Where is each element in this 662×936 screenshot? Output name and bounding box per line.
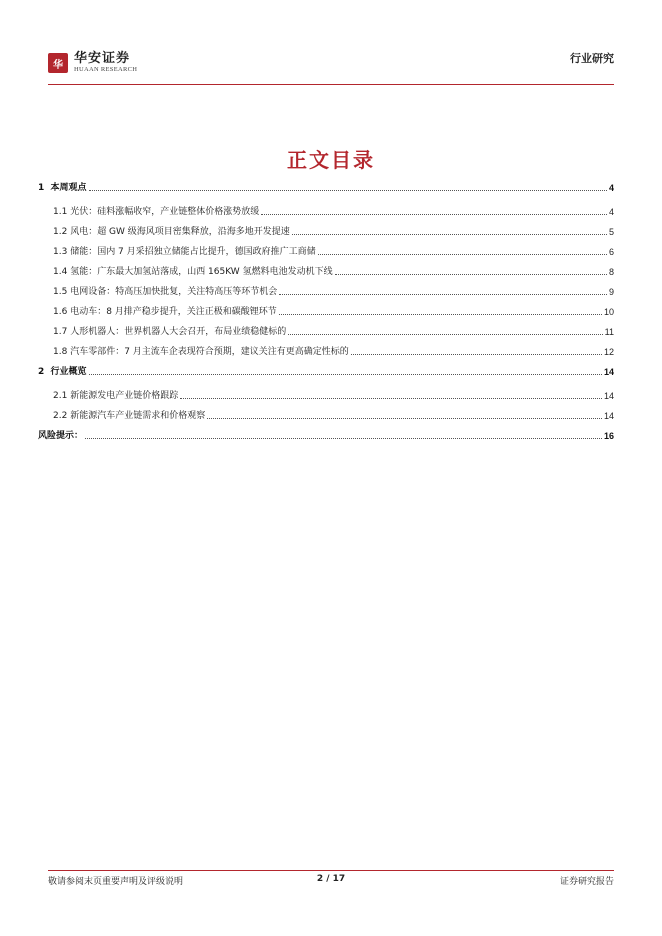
toc-entry-title: 本周观点 bbox=[50, 183, 87, 193]
toc-leader-dots bbox=[318, 253, 607, 255]
toc-entry-title: 新能源发电产业链价格跟踪 bbox=[70, 391, 179, 401]
logo-seal-icon: 华 bbox=[48, 53, 68, 73]
toc-entry-page: 14 bbox=[603, 367, 614, 377]
toc-entry-title: 行业概览 bbox=[50, 367, 87, 377]
toc-entry-number: 1 bbox=[38, 183, 51, 193]
toc-entry[interactable] bbox=[38, 180, 614, 194]
toc-entry-page: 9 bbox=[608, 287, 614, 297]
toc-leader-dots bbox=[89, 373, 602, 375]
company-logo bbox=[48, 52, 137, 74]
toc-entry-page: 12 bbox=[603, 347, 614, 357]
toc-entry-number: 2 bbox=[38, 367, 51, 377]
toc-leader-dots bbox=[207, 417, 602, 419]
page-header bbox=[48, 50, 614, 84]
toc-entry-number: 1.8 bbox=[53, 347, 71, 357]
toc-entry-number: 1.1 bbox=[53, 207, 71, 217]
logo-name: 华安证券 bbox=[74, 51, 131, 66]
toc-entry-number: 1.2 bbox=[53, 227, 71, 237]
toc-entry-page: 16 bbox=[603, 431, 614, 441]
toc-leader-dots bbox=[335, 273, 607, 275]
toc-entry-number: 1.6 bbox=[53, 307, 71, 317]
toc-entry-title: 风电：超 GW 级海风项目密集释放，沿海多地开发提速 bbox=[70, 227, 290, 237]
toc-entry-title: 光伏：硅料涨幅收窄，产业链整体价格涨势放缓 bbox=[70, 207, 260, 217]
toc-entry-page: 11 bbox=[604, 327, 614, 337]
toc-leader-dots bbox=[279, 293, 607, 295]
toc-entry-title: 储能：国内 7 月采招独立储能占比提升，德国政府推广工商储 bbox=[70, 247, 316, 257]
toc-leader-dots bbox=[261, 213, 607, 215]
toc-entry-page: 4 bbox=[608, 207, 614, 217]
toc-entry-title: 新能源汽车产业链需求和价格观察 bbox=[70, 411, 206, 421]
toc-entry-number: 1.3 bbox=[53, 247, 71, 257]
toc-entry-page: 8 bbox=[608, 267, 614, 277]
toc-leader-dots bbox=[351, 353, 602, 355]
toc-entry[interactable] bbox=[38, 244, 614, 258]
footer-divider bbox=[48, 870, 614, 871]
toc-leader-dots bbox=[288, 333, 602, 335]
toc-title: 正文目录 bbox=[287, 148, 375, 172]
toc-entry-number: 1.5 bbox=[53, 287, 71, 297]
toc-entry-page: 10 bbox=[603, 307, 614, 317]
toc-entry[interactable] bbox=[38, 408, 614, 422]
toc-entry-title: 氢能：广东最大加氢站落成，山西 165KW 氢燃料电池发动机下线 bbox=[70, 267, 333, 277]
page-number: 2 / 17 bbox=[316, 874, 346, 884]
toc-entry-number: 2.2 bbox=[53, 411, 71, 421]
logo-subtitle: HUAAN RESEARCH bbox=[74, 66, 138, 73]
toc-leader-dots bbox=[180, 397, 602, 399]
document-type: 行业研究 bbox=[570, 52, 614, 65]
header-divider bbox=[48, 84, 614, 85]
toc-entry[interactable] bbox=[38, 224, 614, 238]
toc-leader-dots bbox=[89, 189, 607, 191]
toc-entry[interactable] bbox=[38, 304, 614, 318]
toc-entry[interactable] bbox=[38, 388, 614, 402]
toc-entry[interactable] bbox=[38, 364, 614, 378]
toc-entry[interactable] bbox=[38, 264, 614, 278]
toc-entry-page: 5 bbox=[608, 227, 614, 237]
toc-entry-title: 人形机器人：世界机器人大会召开，布局业绩稳健标的 bbox=[70, 327, 287, 337]
toc-leader-dots bbox=[279, 313, 602, 315]
toc-entry-title: 风险提示： bbox=[38, 431, 84, 441]
toc-entry[interactable] bbox=[38, 284, 614, 298]
page-footer bbox=[48, 874, 614, 888]
toc-entry-title: 电动车：8 月排产稳步提升，关注正极和碳酸锂环节 bbox=[70, 307, 277, 317]
toc-entry-page: 14 bbox=[603, 391, 614, 401]
toc-entry-page: 14 bbox=[603, 411, 614, 421]
toc-entry-title: 汽车零部件：7 月主流车企表现符合预期，建议关注有更高确定性标的 bbox=[70, 347, 349, 357]
toc-entry-title: 电网设备：特高压加快批复，关注特高压等环节机会 bbox=[70, 287, 278, 297]
toc-entry-number: 1.4 bbox=[53, 267, 71, 277]
toc-entry-number: 2.1 bbox=[53, 391, 71, 401]
toc-entry-page: 6 bbox=[608, 247, 614, 257]
toc-entry[interactable] bbox=[38, 428, 614, 442]
toc-entry[interactable] bbox=[38, 324, 614, 338]
toc-leader-dots bbox=[85, 437, 602, 439]
toc-entry[interactable] bbox=[38, 204, 614, 218]
toc-entry-number: 1.7 bbox=[53, 327, 71, 337]
toc-entry[interactable] bbox=[38, 344, 614, 358]
footer-disclaimer: 敬请参阅末页重要声明及评级说明 bbox=[48, 877, 184, 887]
toc-leader-dots bbox=[292, 233, 607, 235]
toc-entry-page: 4 bbox=[608, 183, 614, 193]
footer-report-type: 证券研究报告 bbox=[559, 877, 614, 887]
